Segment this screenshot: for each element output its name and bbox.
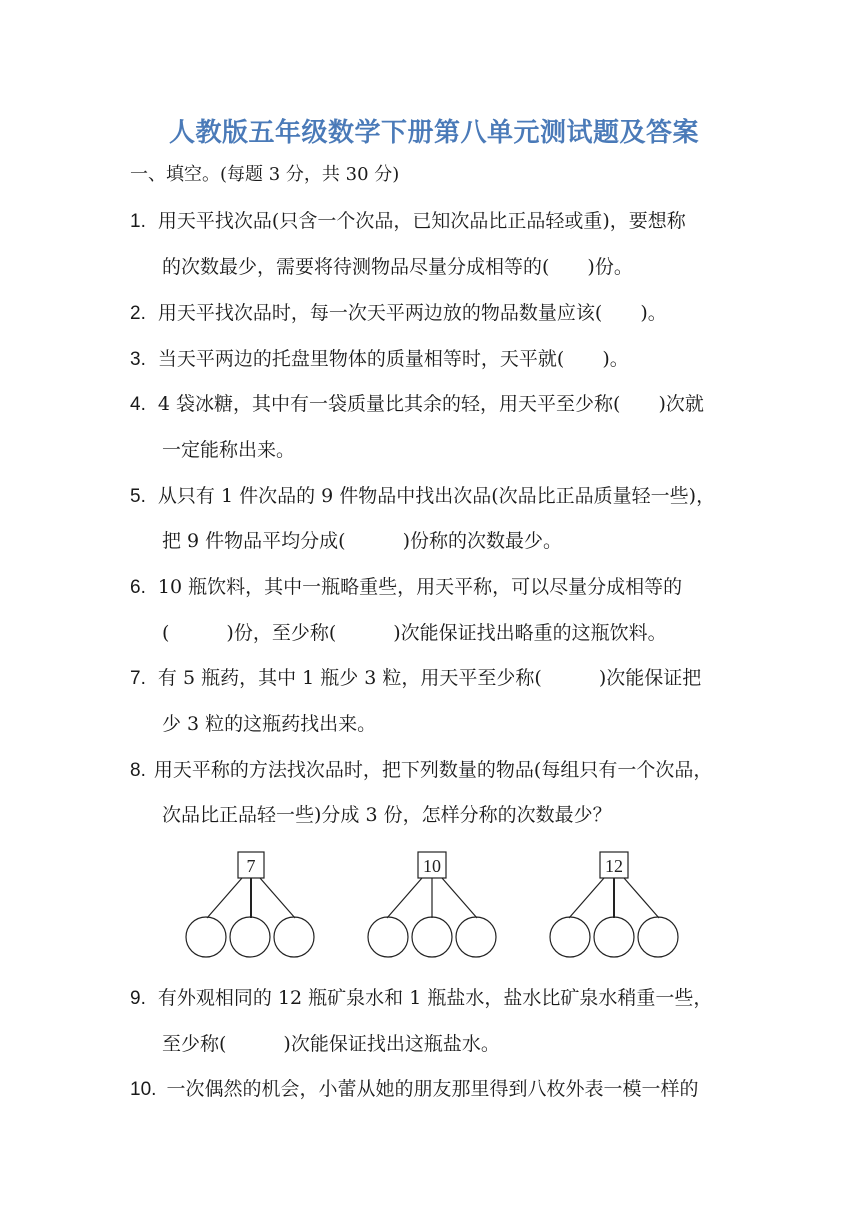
question-number: 3. bbox=[130, 349, 146, 370]
question-text: 用天平找次品时，每一次天平两边放的物品数量应该( )。 bbox=[157, 302, 667, 324]
question-6-cont: ( )份，至少称( )次能保证找出略重的这瓶饮料。 bbox=[162, 622, 667, 644]
question-text: 从只有 1 件次品的 9 件物品中找出次品(次品比正品质量轻一些)， bbox=[157, 485, 716, 507]
question-text: 当天平两边的托盘里物体的质量相等时，天平就( )。 bbox=[157, 348, 629, 370]
question-9-cont: 至少称( )次能保证找出这瓶盐水。 bbox=[162, 1033, 500, 1055]
question-10 bbox=[130, 1074, 698, 1101]
question-8-cont: 次品比正品轻一些)分成 3 份，怎样分称的次数最少？ bbox=[162, 804, 612, 826]
partition-diagrams bbox=[0, 845, 868, 965]
tree-label-7: 7 bbox=[246, 856, 256, 876]
question-2 bbox=[130, 298, 667, 325]
question-number: 1. bbox=[130, 211, 146, 232]
question-9 bbox=[130, 983, 712, 1010]
question-4 bbox=[130, 389, 704, 416]
question-text: 有外观相同的 12 瓶矿泉水和 1 瓶盐水，盐水比矿泉水稍重一些， bbox=[157, 987, 713, 1009]
tree-label-10: 10 bbox=[423, 856, 441, 876]
question-1-cont: 的次数最少，需要将待测物品尽量分成相等的( )份。 bbox=[162, 256, 633, 278]
question-4-cont: 一定能称出来。 bbox=[162, 439, 296, 461]
question-3 bbox=[130, 344, 629, 371]
question-text: 4 袋冰糖，其中有一袋质量比其余的轻，用天平至少称( )次就 bbox=[157, 393, 704, 415]
question-number: 8. bbox=[130, 760, 146, 781]
question-text: 用天平找次品(只含一个次品，已知次品比正品轻或重)，要想称 bbox=[157, 210, 686, 232]
question-number: 7. bbox=[130, 668, 146, 689]
question-number: 6. bbox=[130, 577, 146, 598]
question-number: 4. bbox=[130, 394, 146, 415]
question-6 bbox=[130, 572, 682, 599]
question-text: 10 瓶饮料，其中一瓶略重些，用天平称，可以尽量分成相等的 bbox=[157, 576, 683, 598]
question-number: 10. bbox=[130, 1079, 157, 1100]
question-1 bbox=[130, 206, 686, 233]
question-text: 有 5 瓶药，其中 1 瓶少 3 粒，用天平至少称( )次能保证把 bbox=[157, 667, 702, 689]
question-5 bbox=[130, 481, 715, 508]
question-5-cont: 把 9 件物品平均分成( )份称的次数最少。 bbox=[162, 530, 562, 552]
question-number: 5. bbox=[130, 486, 146, 507]
question-8 bbox=[130, 755, 712, 782]
question-7-cont: 少 3 粒的这瓶药找出来。 bbox=[162, 713, 377, 735]
question-text: 用天平称的方法找次品时，把下列数量的物品(每组只有一个次品， bbox=[153, 759, 713, 781]
question-number: 9. bbox=[130, 988, 146, 1009]
question-text: 一次偶然的机会，小蕾从她的朋友那里得到八枚外表一模一样的 bbox=[166, 1078, 699, 1100]
question-number: 2. bbox=[130, 303, 146, 324]
section-heading: 一、填空。(每题 3 分，共 30 分) bbox=[130, 164, 400, 185]
question-7 bbox=[130, 663, 701, 690]
page-title: 人教版五年级数学下册第八单元测试题及答案 bbox=[168, 118, 699, 148]
tree-label-12: 12 bbox=[605, 856, 623, 876]
